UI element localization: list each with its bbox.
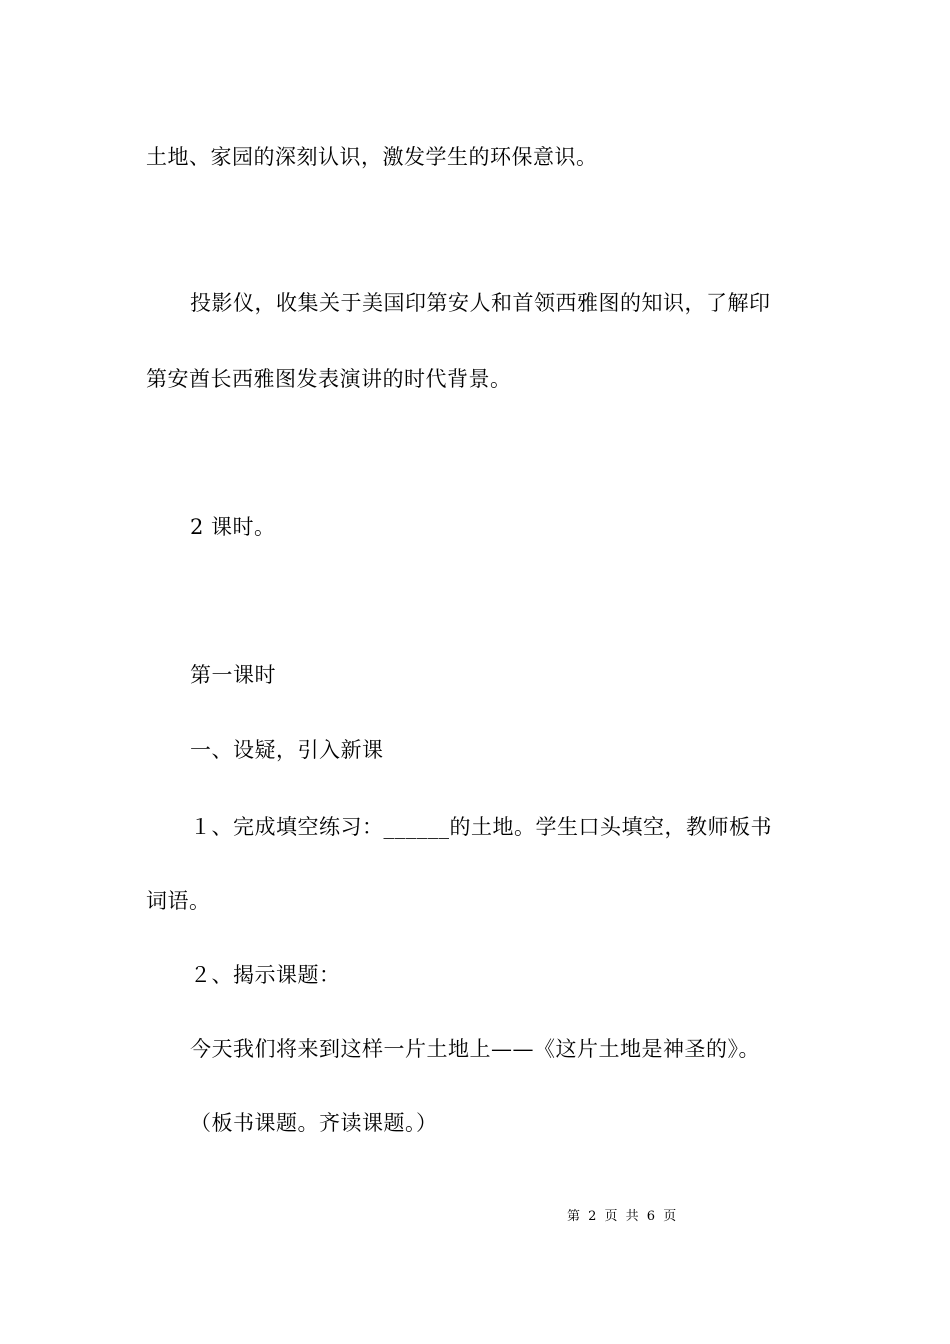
section-heading-lesson-one: 第一课时 (190, 663, 276, 687)
paragraph-line-4: 2 课时。 (190, 515, 276, 539)
page-number-footer: 第 2 页 共 6 页 (567, 1209, 677, 1224)
paragraph-line-7: １、完成填空练习：______的土地。学生口头填空，教师板书 (190, 815, 772, 839)
paragraph-line-2: 投影仪，收集关于美国印第安人和首领西雅图的知识，了解印 (190, 291, 771, 315)
paragraph-line-8: 词语。 (146, 889, 211, 913)
paragraph-line-10: 今天我们将来到这样一片土地上——《这片土地是神圣的》。 (190, 1037, 760, 1061)
paragraph-line-11: （板书课题。齐读课题。） (190, 1111, 438, 1135)
section-heading-intro: 一、设疑，引入新课 (190, 738, 384, 762)
paragraph-line-9: ２、揭示课题： (190, 963, 341, 987)
paragraph-line-3: 第安酋长西雅图发表演讲的时代背景。 (146, 367, 512, 391)
paragraph-line-1: 土地、家园的深刻认识，激发学生的环保意识。 (146, 145, 598, 169)
